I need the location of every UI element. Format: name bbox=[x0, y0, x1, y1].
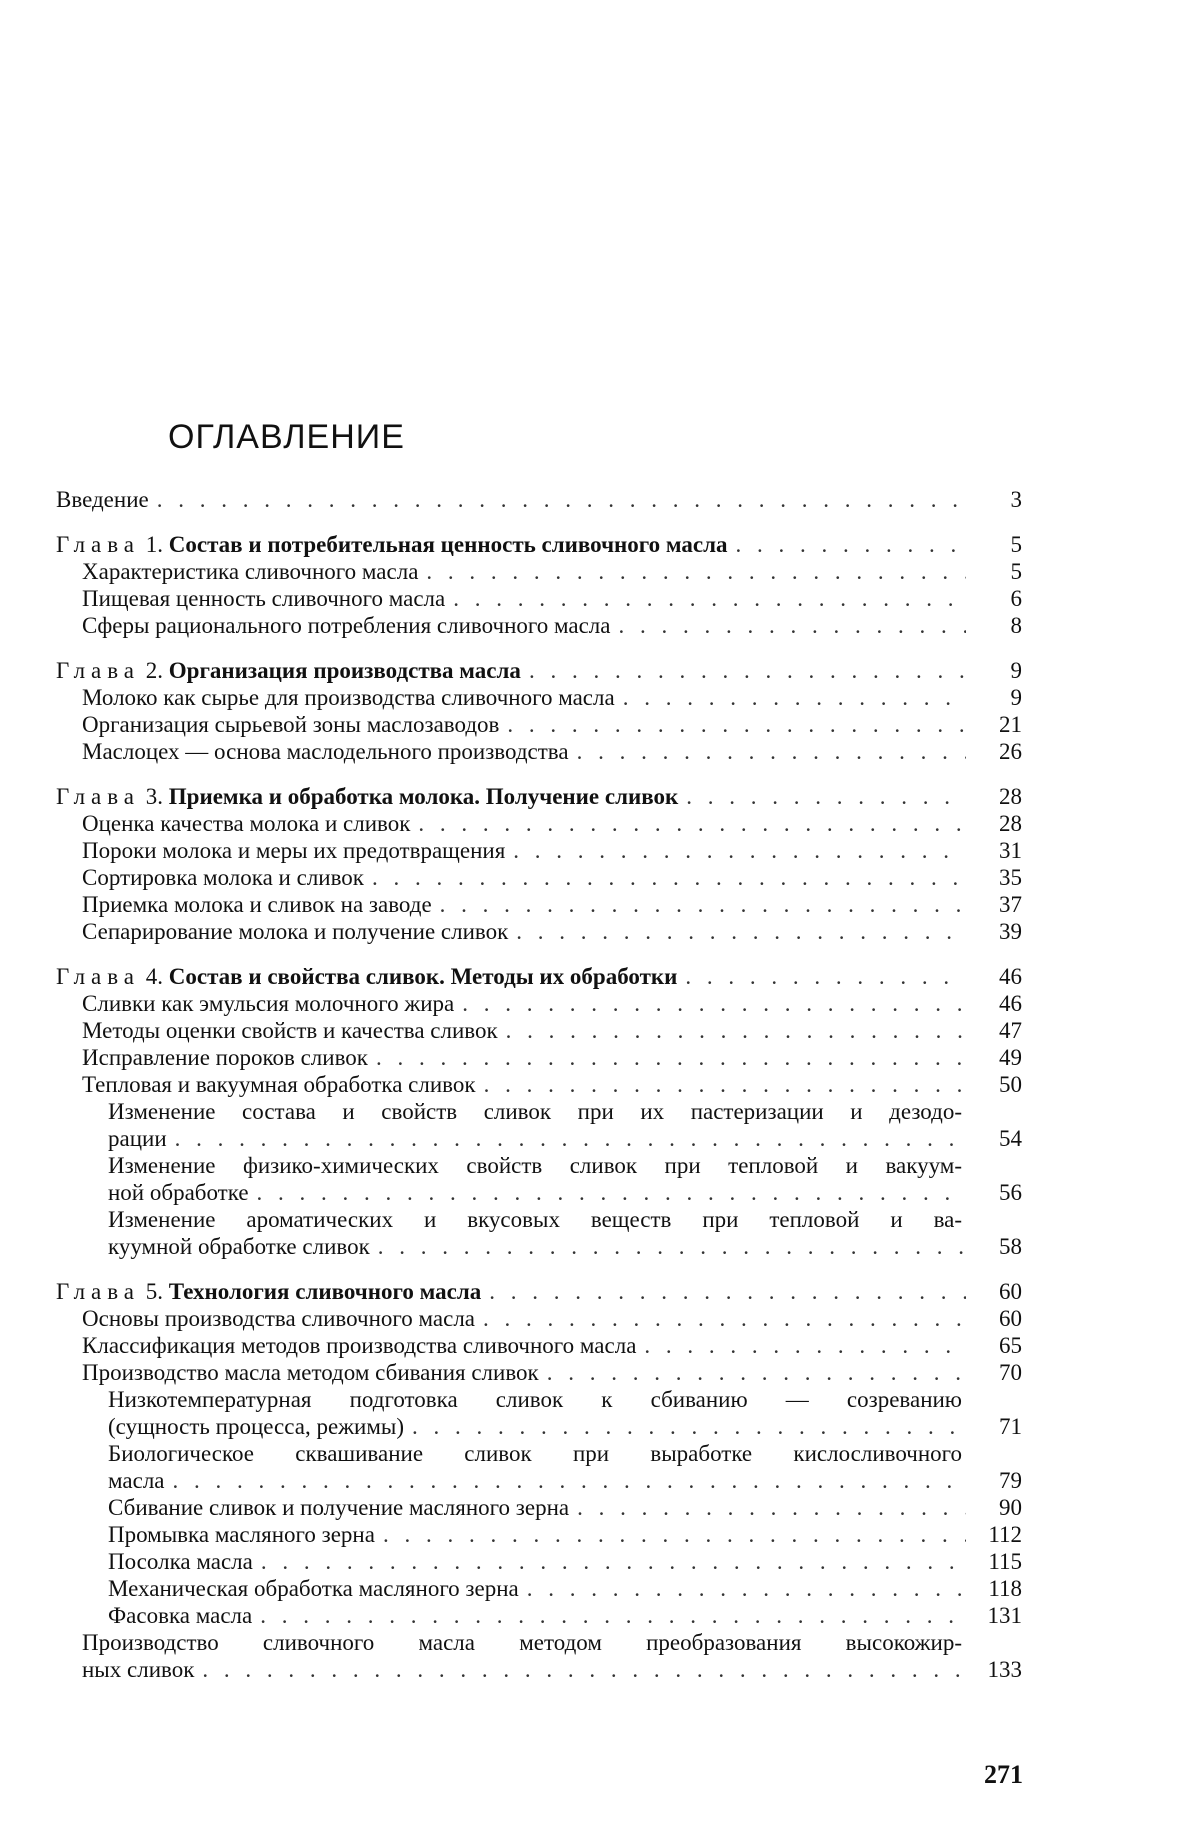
toc-entry bbox=[56, 837, 1022, 864]
toc-entry-text: Характеристика сливочного масла bbox=[82, 559, 419, 584]
page-title: ОГЛАВЛЕНИЕ bbox=[168, 418, 405, 456]
toc-entry bbox=[56, 891, 1022, 918]
dot-leader bbox=[418, 810, 966, 837]
toc-page-number: 58 bbox=[999, 1234, 1022, 1259]
toc-entry bbox=[56, 1494, 1022, 1521]
toc-entry bbox=[56, 711, 1022, 738]
toc-entry-text-first-line: Изменение состава и свойств сливок при их пастеризации и дезодо- bbox=[108, 1099, 962, 1124]
toc-entry bbox=[56, 1440, 1022, 1494]
toc-entry bbox=[56, 1548, 1022, 1575]
dot-leader bbox=[173, 1467, 966, 1494]
toc-entry-text: Производство масла методом сбивания сливок bbox=[82, 1360, 539, 1385]
toc-entry bbox=[56, 1071, 1022, 1098]
dot-leader bbox=[644, 1332, 966, 1359]
toc-entry-text: Введение bbox=[56, 487, 149, 512]
toc-entry bbox=[56, 1098, 1022, 1152]
toc-page-number: 70 bbox=[999, 1360, 1022, 1385]
toc-page-number: 35 bbox=[999, 865, 1022, 890]
toc-entry bbox=[56, 612, 1022, 639]
dot-leader bbox=[462, 990, 966, 1017]
toc-page-number: 49 bbox=[999, 1045, 1022, 1070]
toc-entry bbox=[56, 684, 1022, 711]
toc-page-number: 9 bbox=[1010, 658, 1022, 683]
toc-entry-text: Методы оценки свойств и качества сливок bbox=[82, 1018, 498, 1043]
dot-leader bbox=[260, 1602, 966, 1629]
toc-page-number: 39 bbox=[999, 919, 1022, 944]
toc-entry-text: Тепловая и вакуумная обработка сливок bbox=[82, 1072, 476, 1097]
toc-chapter bbox=[56, 531, 1022, 558]
toc-entry-text: Основы производства сливочного масла bbox=[82, 1306, 475, 1331]
toc-entry-text: Сливки как эмульсия молочного жира bbox=[82, 991, 455, 1016]
dot-leader bbox=[257, 1179, 966, 1206]
chapter-number: 4. bbox=[145, 964, 164, 989]
dot-leader bbox=[686, 783, 966, 810]
toc-page-number: 54 bbox=[999, 1126, 1022, 1151]
dot-leader bbox=[376, 1044, 966, 1071]
toc-entry bbox=[56, 1629, 1022, 1683]
dot-leader bbox=[372, 864, 966, 891]
toc-entry-text: ных сливок bbox=[82, 1657, 195, 1682]
toc-page-number: 8 bbox=[1010, 613, 1022, 638]
chapter-label: Глава bbox=[56, 658, 141, 683]
toc-page-number: 28 bbox=[999, 784, 1022, 809]
toc-entry-text: Исправление пороков сливок bbox=[82, 1045, 368, 1070]
toc-page-number: 65 bbox=[999, 1333, 1022, 1358]
toc-entry-text: Организация сырьевой зоны маслозаводов bbox=[82, 712, 500, 737]
toc-entry bbox=[56, 486, 1022, 513]
toc-entry bbox=[56, 1359, 1022, 1386]
chapter-label: Глава bbox=[56, 964, 141, 989]
dot-leader bbox=[383, 1521, 966, 1548]
chapter-title: Состав и потребительная ценность сливочного масла bbox=[168, 532, 728, 557]
toc-entry bbox=[56, 1521, 1022, 1548]
dot-leader bbox=[685, 963, 966, 990]
toc-page-number: 5 bbox=[1010, 559, 1022, 584]
dot-leader bbox=[489, 1278, 966, 1305]
toc-entry-text: Сортировка молока и сливок bbox=[82, 865, 364, 890]
toc-entry bbox=[56, 1152, 1022, 1206]
toc-entry-text: Сепарирование молока и получение сливок bbox=[82, 919, 509, 944]
toc-page-number: 3 bbox=[1010, 487, 1022, 512]
dot-leader bbox=[507, 711, 966, 738]
toc-chapter bbox=[56, 657, 1022, 684]
dot-leader bbox=[484, 1071, 966, 1098]
toc-page-number: 112 bbox=[988, 1522, 1022, 1547]
toc-page-number: 46 bbox=[999, 964, 1022, 989]
toc-entry-text: Приемка молока и сливок на заводе bbox=[82, 892, 432, 917]
page-number: 271 bbox=[984, 1760, 1023, 1789]
toc-chapter bbox=[56, 963, 1022, 990]
chapter-title: Приемка и обработка молока. Получение сливок bbox=[168, 784, 679, 809]
chapter-heading bbox=[56, 963, 677, 990]
toc-entry bbox=[56, 990, 1022, 1017]
chapter-number: 1. bbox=[145, 532, 164, 557]
chapter-number: 5. bbox=[145, 1279, 164, 1304]
toc-page-number: 133 bbox=[987, 1657, 1022, 1682]
dot-leader bbox=[483, 1305, 966, 1332]
dot-leader bbox=[513, 837, 966, 864]
toc-entry-text-first-line: Изменение ароматических и вкусовых веществ при тепловой и ва- bbox=[108, 1207, 962, 1232]
toc-chapter bbox=[56, 1278, 1022, 1305]
toc-page-number: 90 bbox=[999, 1495, 1022, 1520]
toc-entry bbox=[56, 864, 1022, 891]
chapter-title: Технология сливочного масла bbox=[168, 1279, 482, 1304]
toc-page-number: 56 bbox=[999, 1180, 1022, 1205]
toc-entry-text: куумной обработке сливок bbox=[108, 1234, 370, 1259]
dot-leader bbox=[618, 612, 966, 639]
dot-leader bbox=[506, 1017, 966, 1044]
dot-leader bbox=[440, 891, 966, 918]
dot-leader bbox=[261, 1548, 966, 1575]
toc-page-number: 9 bbox=[1010, 685, 1022, 710]
toc-page-number: 60 bbox=[999, 1306, 1022, 1331]
dot-leader bbox=[577, 1494, 966, 1521]
toc-entry bbox=[56, 558, 1022, 585]
toc-entry-text: Механическая обработка масляного зерна bbox=[108, 1576, 519, 1601]
toc-entry bbox=[56, 1332, 1022, 1359]
toc-entry-text: Фасовка масла bbox=[108, 1603, 253, 1628]
toc-entry-text: (сущность процесса, режимы) bbox=[108, 1414, 405, 1439]
toc-chapter bbox=[56, 783, 1022, 810]
dot-leader bbox=[516, 918, 966, 945]
dot-leader bbox=[736, 531, 966, 558]
dot-leader bbox=[527, 1575, 966, 1602]
toc-page-number: 37 bbox=[999, 892, 1022, 917]
chapter-label: Глава bbox=[56, 532, 141, 557]
toc-entry-text: Сбивание сливок и получение масляного зерна bbox=[108, 1495, 570, 1520]
chapter-number: 3. bbox=[145, 784, 164, 809]
toc-page-number: 6 bbox=[1010, 586, 1022, 611]
table-of-contents bbox=[56, 486, 1022, 1683]
dot-leader bbox=[202, 1656, 966, 1683]
toc-entry-text-first-line: Изменение физико-химических свойств сливок при тепловой и вакуум- bbox=[108, 1153, 962, 1178]
chapter-label: Глава bbox=[56, 784, 141, 809]
dot-leader bbox=[453, 585, 966, 612]
toc-entry-text-first-line: Биологическое сквашивание сливок при выработке кислосливочного bbox=[108, 1441, 962, 1466]
toc-page-number: 26 bbox=[999, 739, 1022, 764]
toc-entry-text: Оценка качества молока и сливок bbox=[82, 811, 411, 836]
dot-leader bbox=[577, 738, 966, 765]
toc-page-number: 5 bbox=[1010, 532, 1022, 557]
toc-entry bbox=[56, 1602, 1022, 1629]
toc-page-number: 46 bbox=[999, 991, 1022, 1016]
toc-entry-text: Классификация методов производства сливочного масла bbox=[82, 1333, 637, 1358]
toc-page-number: 60 bbox=[999, 1279, 1022, 1304]
dot-leader bbox=[529, 657, 966, 684]
chapter-heading bbox=[56, 1278, 481, 1305]
toc-page-number: 131 bbox=[987, 1603, 1022, 1628]
toc-entry bbox=[56, 1575, 1022, 1602]
toc-page-number: 50 bbox=[999, 1072, 1022, 1097]
chapter-number: 2. bbox=[145, 658, 164, 683]
toc-page-number: 118 bbox=[988, 1576, 1022, 1601]
toc-entry-text: ной обработке bbox=[108, 1180, 249, 1205]
toc-page-number: 31 bbox=[999, 838, 1022, 863]
toc-entry bbox=[56, 1386, 1022, 1440]
toc-page-number: 115 bbox=[988, 1549, 1022, 1574]
toc-entry bbox=[56, 1305, 1022, 1332]
toc-entry-text: Сферы рационального потребления сливочного масла bbox=[82, 613, 611, 638]
dot-leader bbox=[157, 486, 966, 513]
dot-leader bbox=[175, 1125, 966, 1152]
chapter-title: Организация производства масла bbox=[168, 658, 521, 683]
toc-entry-text: Промывка масляного зерна bbox=[108, 1522, 375, 1547]
toc-entry-text: масла bbox=[108, 1468, 165, 1493]
toc-entry bbox=[56, 1044, 1022, 1071]
dot-leader bbox=[426, 558, 966, 585]
toc-entry-text: Посолка масла bbox=[108, 1549, 253, 1574]
toc-page-number: 71 bbox=[999, 1414, 1022, 1439]
toc-entry-text-first-line: Низкотемпературная подготовка сливок к сбиванию — созреванию bbox=[108, 1387, 962, 1412]
dot-leader bbox=[412, 1413, 966, 1440]
toc-entry bbox=[56, 1017, 1022, 1044]
toc-entry bbox=[56, 738, 1022, 765]
toc-page-number: 79 bbox=[999, 1468, 1022, 1493]
toc-entry-text: Пищевая ценность сливочного масла bbox=[82, 586, 446, 611]
dot-leader bbox=[623, 684, 966, 711]
chapter-heading bbox=[56, 783, 678, 810]
chapter-title: Состав и свойства сливок. Методы их обработки bbox=[168, 964, 678, 989]
toc-page-number: 21 bbox=[999, 712, 1022, 737]
dot-leader bbox=[378, 1233, 966, 1260]
toc-entry bbox=[56, 585, 1022, 612]
toc-entry-text: Молоко как сырье для производства сливочного масла bbox=[82, 685, 615, 710]
toc-page-number: 28 bbox=[999, 811, 1022, 836]
toc-page-number: 47 bbox=[999, 1018, 1022, 1043]
toc-entry-text-first-line: Производство сливочного масла методом преобразования высокожир- bbox=[82, 1630, 962, 1655]
toc-entry-text: Маслоцех — основа маслодельного производства bbox=[82, 739, 569, 764]
toc-entry bbox=[56, 918, 1022, 945]
chapter-label: Глава bbox=[56, 1279, 141, 1304]
toc-entry-text: рации bbox=[108, 1126, 167, 1151]
dot-leader bbox=[547, 1359, 966, 1386]
toc-entry bbox=[56, 1206, 1022, 1260]
toc-entry bbox=[56, 810, 1022, 837]
chapter-heading bbox=[56, 531, 728, 558]
toc-entry-text: Пороки молока и меры их предотвращения bbox=[82, 838, 506, 863]
chapter-heading bbox=[56, 657, 521, 684]
